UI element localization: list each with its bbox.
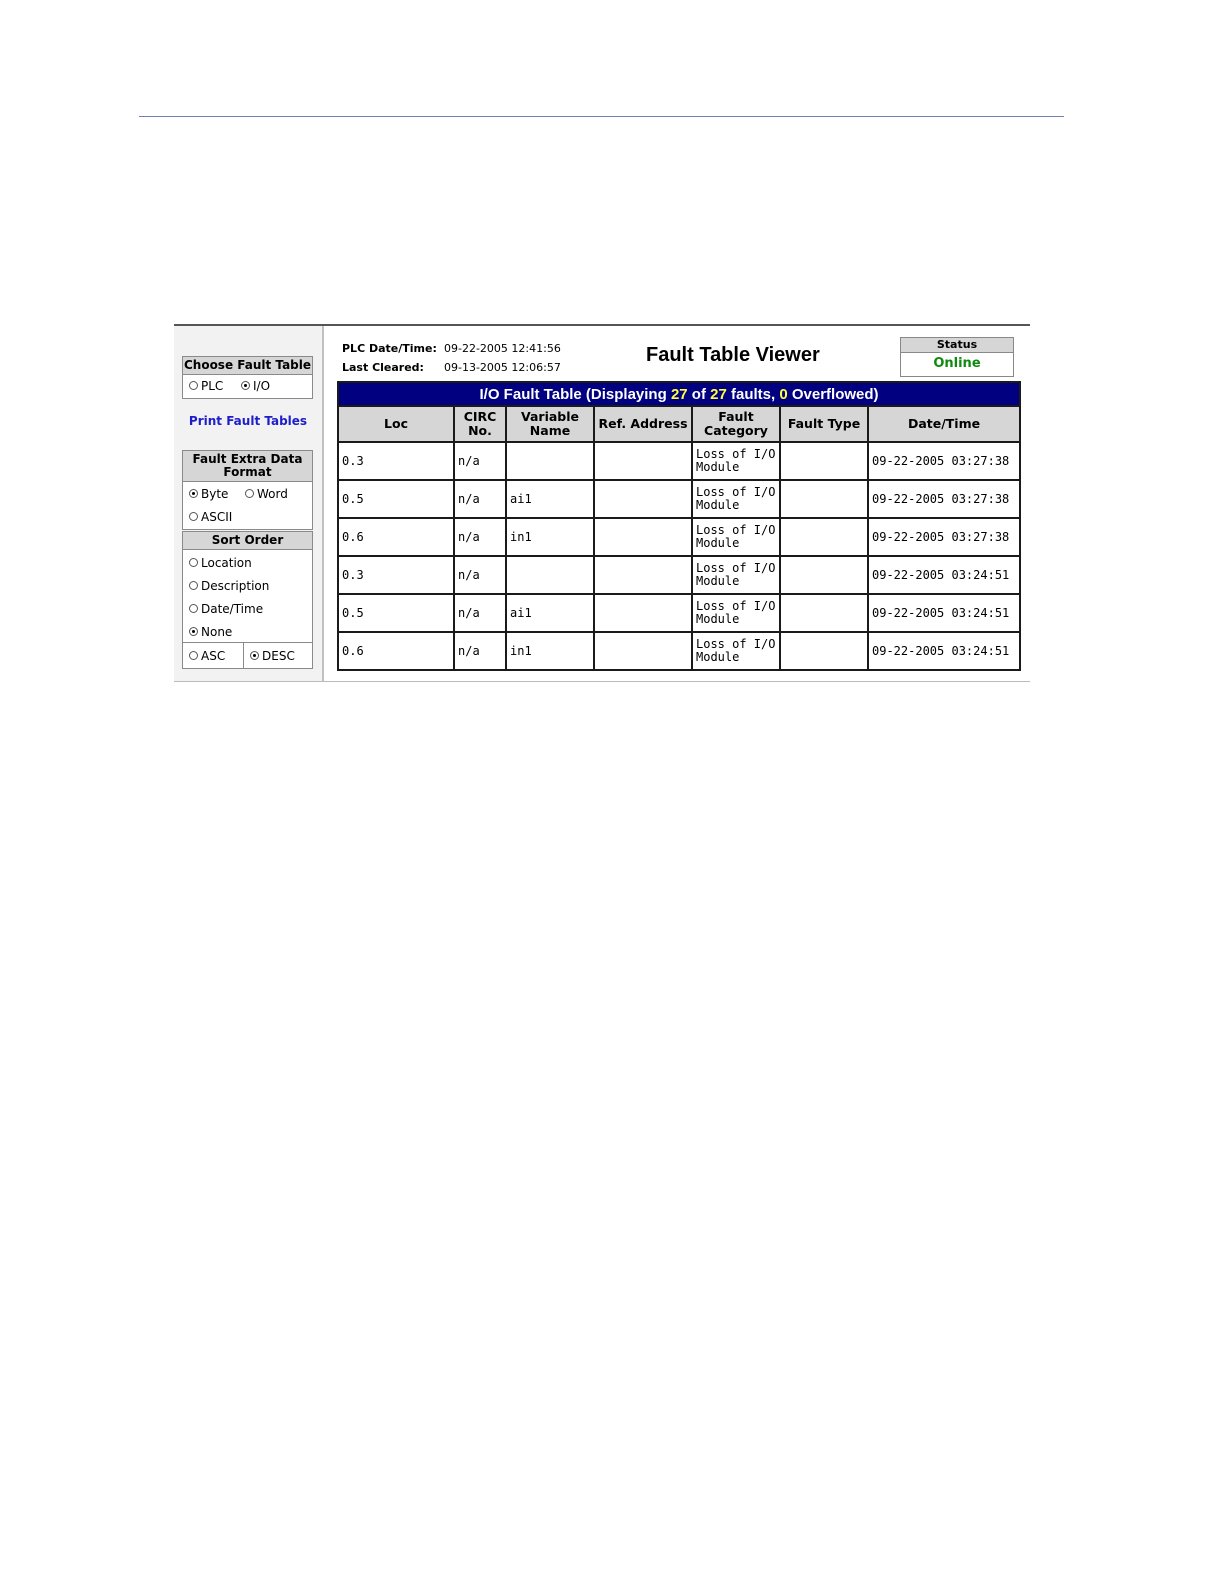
extra-data-format-heading: Fault Extra Data Format [183,451,312,482]
banner-total-count: 27 [710,385,727,403]
radio-sort-description[interactable] [189,579,269,593]
table-cell [780,442,868,480]
table-cell [594,480,692,518]
radio-sort-datetime-label: Date/Time [201,602,264,616]
banner-faults-text: faults, [726,385,780,403]
banner-displayed-count: 27 [670,385,688,403]
status-heading: Status [901,338,1013,353]
plc-datetime-value: 09-22-2005 12:41:56 [444,342,561,355]
radio-sort-datetime[interactable] [189,602,263,616]
table-cell: Loss of I/O Module [692,518,780,556]
radio-sort-none-icon[interactable] [189,627,198,636]
last-cleared-row [342,361,561,374]
table-cell [594,518,692,556]
radio-ascii[interactable] [189,510,232,524]
radio-sort-none[interactable] [189,625,232,639]
table-row[interactable] [338,518,1020,556]
table-row[interactable] [338,442,1020,480]
extra-data-format-box [182,450,313,530]
table-cell: n/a [454,518,506,556]
radio-ascii-label: ASCII [201,510,233,524]
radio-word-icon[interactable] [245,489,254,498]
column-header: Date/Time [868,406,1020,442]
table-banner [338,382,1020,406]
table-cell: 0.6 [338,632,454,670]
radio-asc[interactable] [189,649,225,663]
banner-suffix: Overflowed) [787,385,879,403]
table-cell: Loss of I/O Module [692,480,780,518]
table-cell: n/a [454,480,506,518]
radio-sort-location-icon[interactable] [189,558,198,567]
table-cell: Loss of I/O Module [692,632,780,670]
status-box [900,337,1014,377]
radio-plc[interactable] [189,379,223,393]
page-title: Fault Table Viewer [646,344,820,366]
banner-overflowed-count: 0 [779,385,788,403]
table-row[interactable] [338,594,1020,632]
table-body [338,442,1020,670]
column-header: Variable Name [506,406,594,442]
table-cell [594,442,692,480]
fault-table-viewer-screenshot [174,324,1030,682]
table-row[interactable] [338,556,1020,594]
radio-ascii-icon[interactable] [189,512,198,521]
left-panel [174,326,324,682]
radio-desc[interactable] [250,649,295,663]
choose-fault-table-heading: Choose Fault Table [183,357,312,375]
table-cell: 09-22-2005 03:27:38 [868,442,1020,480]
radio-byte[interactable] [189,487,228,501]
table-cell: n/a [454,556,506,594]
banner-of-text: of [687,385,711,403]
radio-asc-icon[interactable] [189,651,198,660]
column-header: CIRC No. [454,406,506,442]
table-cell [780,556,868,594]
table-cell: Loss of I/O Module [692,594,780,632]
table-cell [594,556,692,594]
radio-sort-datetime-icon[interactable] [189,604,198,613]
sort-order-box [182,531,313,643]
banner-prefix: I/O Fault Table (Displaying [479,385,671,403]
table-cell: 09-22-2005 03:24:51 [868,594,1020,632]
io-fault-table [337,381,1021,671]
last-cleared-label: Last Cleared: [342,361,424,374]
sort-asc-box [182,642,244,669]
table-cell: Loss of I/O Module [692,556,780,594]
radio-word[interactable] [245,487,288,501]
radio-io-icon[interactable] [241,381,250,390]
table-cell: 0.5 [338,594,454,632]
table-header-row [338,406,1020,442]
table-cell: 09-22-2005 03:24:51 [868,556,1020,594]
print-fault-tables-link[interactable]: Print Fault Tables [188,414,308,428]
radio-word-label: Word [257,487,288,501]
table-cell: in1 [506,632,594,670]
radio-sort-location-label: Location [201,556,252,570]
choose-fault-table-box [182,356,313,399]
table-cell: Loss of I/O Module [692,442,780,480]
table-cell [594,632,692,670]
radio-plc-icon[interactable] [189,381,198,390]
column-header: Ref. Address [594,406,692,442]
radio-plc-label: PLC [201,379,224,393]
table-cell [506,556,594,594]
plc-datetime-label: PLC Date/Time: [342,342,437,355]
radio-byte-icon[interactable] [189,489,198,498]
table-cell: n/a [454,442,506,480]
table-cell [780,518,868,556]
table-cell: 0.3 [338,442,454,480]
radio-io[interactable] [241,379,270,393]
column-header: Loc [338,406,454,442]
table-cell: n/a [454,632,506,670]
table-cell [780,632,868,670]
last-cleared-value: 09-13-2005 12:06:57 [444,361,561,374]
radio-sort-description-icon[interactable] [189,581,198,590]
table-cell: n/a [454,594,506,632]
table-cell [594,594,692,632]
radio-asc-label: ASC [201,649,226,663]
column-header: Fault Type [780,406,868,442]
sort-desc-box [243,642,313,669]
table-cell: 0.6 [338,518,454,556]
table-row[interactable] [338,480,1020,518]
radio-sort-none-label: None [201,625,233,639]
table-cell: 0.5 [338,480,454,518]
bottom-border [174,681,1030,682]
table-cell: 09-22-2005 03:24:51 [868,632,1020,670]
table-cell [506,442,594,480]
column-header: Fault Category [692,406,780,442]
table-cell [780,594,868,632]
table-cell: in1 [506,518,594,556]
table-cell: 0.3 [338,556,454,594]
table-cell: 09-22-2005 03:27:38 [868,480,1020,518]
table-cell: 09-22-2005 03:27:38 [868,518,1020,556]
table-row[interactable] [338,632,1020,670]
radio-desc-label: DESC [262,649,295,663]
radio-sort-description-label: Description [201,579,270,593]
radio-sort-location[interactable] [189,556,252,570]
table-cell: ai1 [506,480,594,518]
plc-datetime-row [342,342,561,355]
page-header-rule [139,116,1064,117]
sort-order-heading: Sort Order [183,532,312,550]
status-badge: Online [933,356,981,371]
radio-desc-icon[interactable] [250,651,259,660]
radio-io-label: I/O [253,379,271,393]
radio-byte-label: Byte [201,487,229,501]
table-cell: ai1 [506,594,594,632]
table-cell [780,480,868,518]
